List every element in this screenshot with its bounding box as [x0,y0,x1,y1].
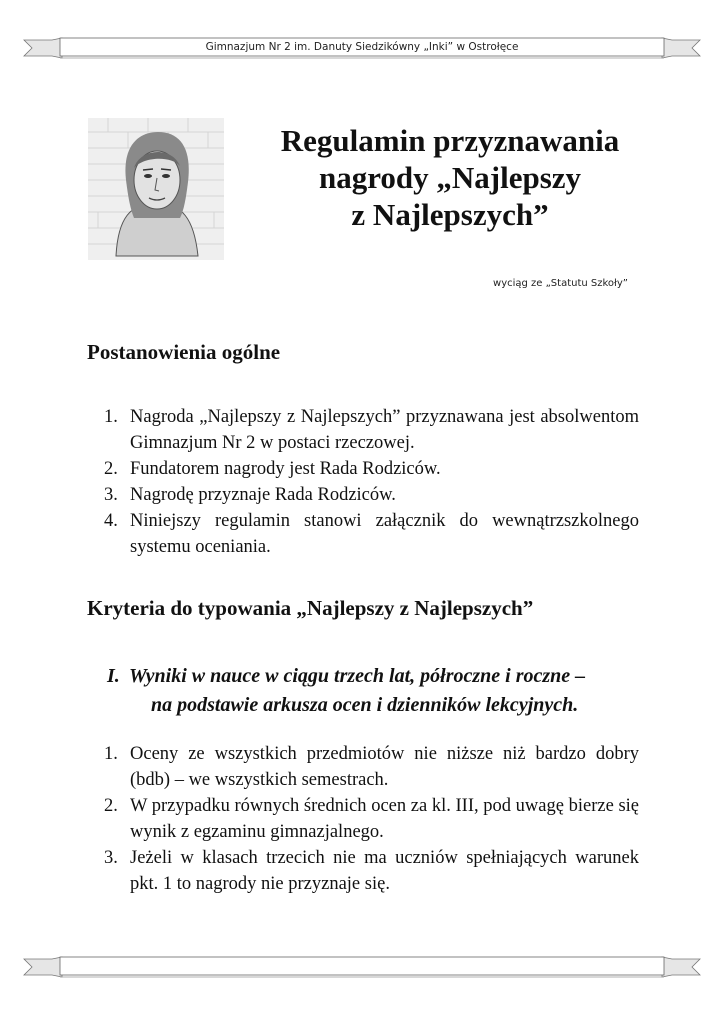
list-item-text: Nagroda „Najlepszy z Najlepszych” przyznawana jest absolwentom Gimnazjum Nr 2 w postaci rzeczowej. [130,407,639,453]
list-item-number: 2. [104,459,118,479]
criterion-line-2: na podstawie arkusza ocen i dzienników lekcyjnych. [151,694,579,716]
list-item-text: Jeżeli w klasach trzecich nie ma uczniów spełniających warunek pkt. 1 to nagrody nie przyznaje się. [130,848,639,894]
page-title [250,122,650,233]
portrait-image [88,118,224,260]
list-item [104,482,639,508]
general-provisions-list [104,404,639,560]
section-heading-general: Postanowienia ogólne [87,340,281,364]
criteria-list [104,741,639,897]
list-item [104,404,639,456]
list-item-text: W przypadku równych średnich ocen za kl. III, pod uwagę bierze się wynik z egzaminu gimnazjalnego. [130,796,639,842]
footer-banner [22,955,702,981]
source-note: wyciąg ze „Statutu Szkoły” [493,278,628,289]
list-item [104,793,639,845]
scroll-banner-graphic [22,955,702,981]
list-item [104,845,639,897]
list-item [104,456,639,482]
list-item-text: Nagrodę przyznaje Rada Rodziców. [130,485,396,505]
list-item-number: 3. [104,485,118,505]
list-item-text: Fundatorem nagrody jest Rada Rodziców. [130,459,441,479]
list-item-number: 1. [104,744,118,764]
list-item-number: 2. [104,796,118,816]
title-line-3: z Najlepszych” [351,197,549,232]
criterion-line-1: Wyniki w nauce w ciągu trzech lat, półroczne i roczne – [129,665,586,687]
title-line-1: Regulamin przyznawania [280,123,620,158]
header-banner [22,36,702,62]
list-item [104,508,639,560]
title-line-2: nagrody „Najlepszy [318,160,582,195]
header-school-name: Gimnazjum Nr 2 im. Danuty Siedzikówny „Inki” w Ostrołęce [205,41,519,53]
criterion-heading [107,662,647,720]
list-item-number: 3. [104,848,118,868]
section-heading-criteria: Kryteria do typowania „Najlepszy z Najlepszych” [87,596,534,620]
criterion-number: I. [107,665,120,687]
list-item-number: 1. [104,407,118,427]
list-item-number: 4. [104,511,118,531]
list-item-text: Niniejszy regulamin stanowi załącznik do wewnątrzszkolnego systemu oceniania. [130,511,639,557]
list-item [104,741,639,793]
list-item-text: Oceny ze wszystkich przedmiotów nie niższe niż bardzo dobry (bdb) – we wszystkich semestrach. [130,744,639,790]
